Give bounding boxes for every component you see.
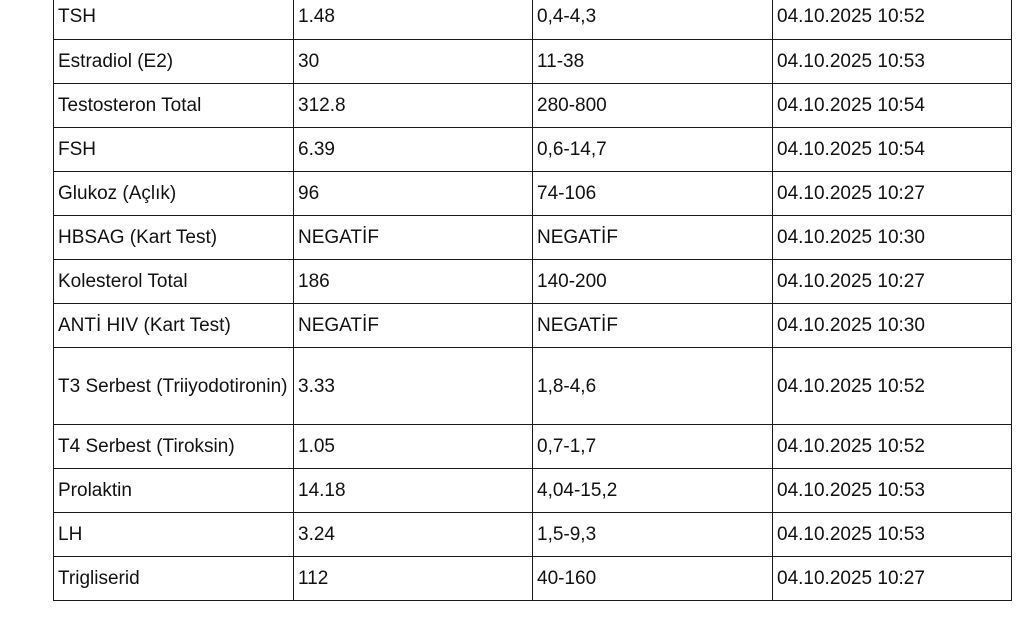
table-row [54, 348, 1012, 425]
datetime-cell: 04.10.2025 10:30 [773, 304, 1012, 348]
table-row [54, 128, 1012, 172]
result-cell: 112 [294, 557, 533, 601]
reference-range-cell: 0,6-14,7 [533, 128, 773, 172]
datetime-cell: 04.10.2025 10:53 [773, 40, 1012, 84]
result-cell: 1.48 [294, 0, 533, 40]
test-name-cell: T4 Serbest (Tiroksin) [54, 425, 294, 469]
reference-range-cell: NEGATİF [533, 304, 773, 348]
result-cell: 6.39 [294, 128, 533, 172]
test-name-cell: LH [54, 513, 294, 557]
table-row [54, 513, 1012, 557]
datetime-cell: 04.10.2025 10:53 [773, 469, 1012, 513]
datetime-cell: 04.10.2025 10:52 [773, 348, 1012, 425]
table-row [54, 260, 1012, 304]
test-name-cell: Glukoz (Açlık) [54, 172, 294, 216]
reference-range-cell: 1,5-9,3 [533, 513, 773, 557]
table-row [54, 0, 1012, 40]
datetime-cell: 04.10.2025 10:53 [773, 513, 1012, 557]
test-name-cell: HBSAG (Kart Test) [54, 216, 294, 260]
result-cell: 186 [294, 260, 533, 304]
table-row [54, 172, 1012, 216]
datetime-cell: 04.10.2025 10:54 [773, 128, 1012, 172]
reference-range-cell: 280-800 [533, 84, 773, 128]
lab-results-sheet [53, 0, 1011, 601]
result-cell: 1.05 [294, 425, 533, 469]
table-row [54, 425, 1012, 469]
reference-range-cell: 4,04-15,2 [533, 469, 773, 513]
result-cell: 96 [294, 172, 533, 216]
table-row [54, 40, 1012, 84]
reference-range-cell: 140-200 [533, 260, 773, 304]
result-cell: 14.18 [294, 469, 533, 513]
test-name-cell: Prolaktin [54, 469, 294, 513]
table-row [54, 84, 1012, 128]
test-name-cell: FSH [54, 128, 294, 172]
reference-range-cell: 0,7-1,7 [533, 425, 773, 469]
reference-range-cell: NEGATİF [533, 216, 773, 260]
test-name-cell: Kolesterol Total [54, 260, 294, 304]
reference-range-cell: 40-160 [533, 557, 773, 601]
datetime-cell: 04.10.2025 10:27 [773, 260, 1012, 304]
test-name-cell: TSH [54, 0, 294, 40]
test-name-cell: T3 Serbest (Triiyodotironin) [54, 348, 294, 425]
test-name-cell: Estradiol (E2) [54, 40, 294, 84]
table-row [54, 469, 1012, 513]
datetime-cell: 04.10.2025 10:30 [773, 216, 1012, 260]
test-name-cell: ANTİ HIV (Kart Test) [54, 304, 294, 348]
result-cell: 3.33 [294, 348, 533, 425]
datetime-cell: 04.10.2025 10:52 [773, 425, 1012, 469]
result-cell: 312.8 [294, 84, 533, 128]
table-row [54, 557, 1012, 601]
test-name-cell: Trigliserid [54, 557, 294, 601]
test-name-cell: Testosteron Total [54, 84, 294, 128]
datetime-cell: 04.10.2025 10:27 [773, 557, 1012, 601]
reference-range-cell: 1,8-4,6 [533, 348, 773, 425]
result-cell: NEGATİF [294, 216, 533, 260]
result-cell: 3.24 [294, 513, 533, 557]
datetime-cell: 04.10.2025 10:54 [773, 84, 1012, 128]
datetime-cell: 04.10.2025 10:27 [773, 172, 1012, 216]
result-cell: NEGATİF [294, 304, 533, 348]
reference-range-cell: 11-38 [533, 40, 773, 84]
table-row [54, 216, 1012, 260]
datetime-cell: 04.10.2025 10:52 [773, 0, 1012, 40]
table-row [54, 304, 1012, 348]
reference-range-cell: 0,4-4,3 [533, 0, 773, 40]
reference-range-cell: 74-106 [533, 172, 773, 216]
lab-results-table [53, 0, 1012, 601]
result-cell: 30 [294, 40, 533, 84]
